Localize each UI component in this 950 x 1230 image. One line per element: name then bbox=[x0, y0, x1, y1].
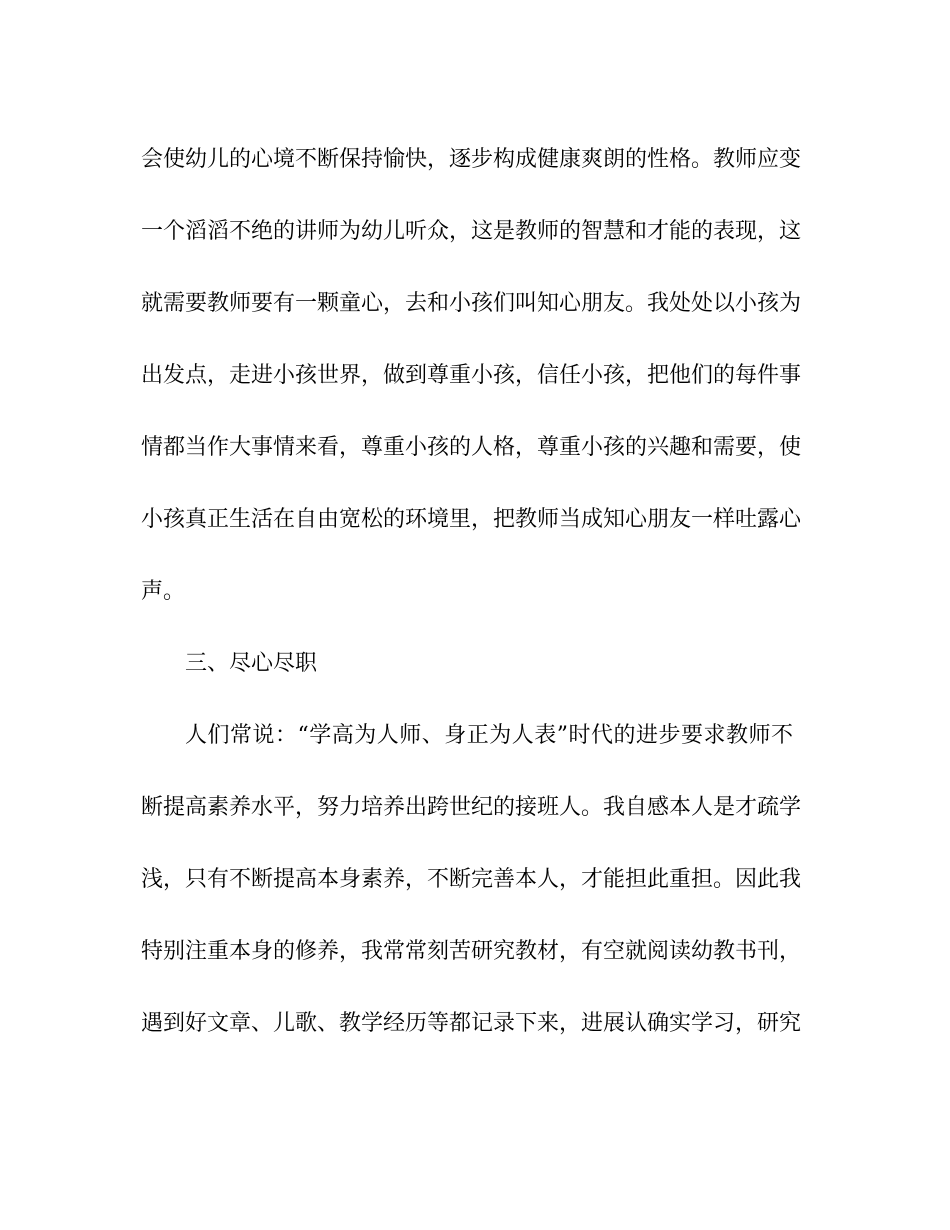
paragraph-line: 断提高素养水平，努力培养出跨世纪的接班人。我自感本人是才疏学 bbox=[141, 795, 802, 820]
paragraph-first-line: 人们常说：“学高为人师、身正为人表”时代的进步要求教师不 bbox=[185, 723, 793, 748]
paragraph-line: 情都当作大事情来看，尊重小孩的人格，尊重小孩的兴趣和需要，使 bbox=[141, 435, 802, 460]
paragraph-line: 就需要教师要有一颗童心，去和小孩们叫知心朋友。我处处以小孩为 bbox=[141, 291, 802, 316]
paragraph-line: 小孩真正生活在自由宽松的环境里，把教师当成知心朋友一样吐露心 bbox=[141, 507, 802, 532]
section-heading: 三、尽心尽职 bbox=[185, 651, 318, 676]
paragraph-line: 特别注重本身的修养，我常常刻苦研究教材，有空就阅读幼教书刊， bbox=[141, 939, 802, 964]
paragraph-line: 一个滔滔不绝的讲师为幼儿听众，这是教师的智慧和才能的表现，这 bbox=[141, 219, 802, 244]
paragraph-line: 遇到好文章、儿歌、教学经历等都记录下来，进展认确实学习，研究 bbox=[141, 1011, 802, 1036]
paragraph-line-last: 声。 bbox=[141, 579, 186, 604]
paragraph-line: 浅，只有不断提高本身素养，不断完善本人，才能担此重担。因此我 bbox=[141, 867, 802, 892]
body-text bbox=[141, 138, 802, 1074]
paragraph-line: 会使幼儿的心境不断保持愉快，逐步构成健康爽朗的性格。教师应变 bbox=[141, 147, 802, 172]
paragraph-line: 出发点，走进小孩世界，做到尊重小孩，信任小孩，把他们的每件事 bbox=[141, 363, 802, 388]
